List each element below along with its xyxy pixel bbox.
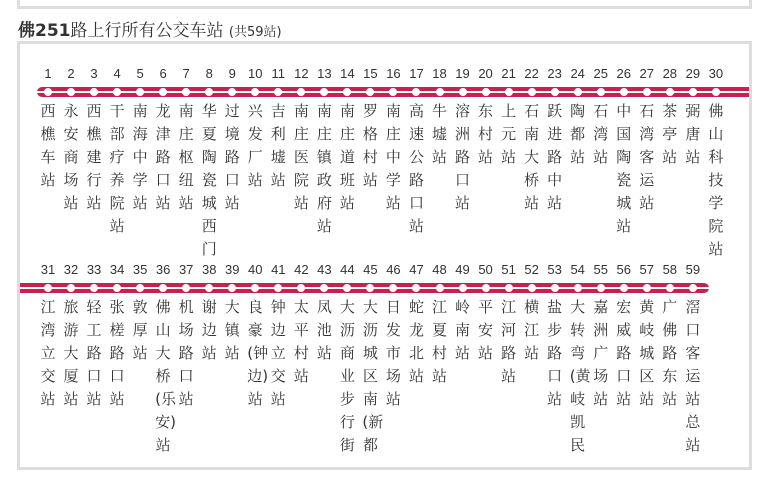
station-item[interactable] [589,65,612,169]
station-item[interactable] [681,65,704,169]
station-number: 58 [662,262,678,277]
station-number: 26 [616,66,631,81]
station-number: 34 [109,262,125,277]
station-name[interactable]: 干部疗养院站 [109,102,125,235]
station-name[interactable]: 江夏村站 [431,298,447,385]
station-name[interactable]: 江湾立交站 [40,298,56,408]
station-name[interactable]: 钟边立交站 [270,298,286,408]
station-name[interactable]: 蛇龙北站 [408,298,424,385]
station-name[interactable]: 横江站 [524,298,540,362]
station-number: 13 [317,66,332,81]
station-number: 52 [524,262,539,277]
station-name[interactable]: 陶都站 [570,102,586,166]
station-number: 5 [136,66,144,81]
station-item[interactable] [497,65,520,169]
station-number: 29 [685,66,701,81]
station-item[interactable] [428,261,451,388]
station-number: 24 [570,66,585,81]
station-item[interactable] [106,261,129,411]
station-number: 14 [340,66,355,81]
station-number: 53 [547,262,562,277]
station-item[interactable] [451,261,474,365]
station-item[interactable] [681,261,704,457]
station-name[interactable]: 高速公路口站 [408,102,424,235]
station-name[interactable]: 弼唐站 [685,102,701,166]
station-number: 40 [248,262,263,277]
station-item[interactable] [589,261,612,411]
station-item[interactable] [175,261,198,411]
station-number: 41 [271,262,286,277]
station-number: 42 [294,262,309,277]
station-name[interactable]: 跃进路中站 [547,102,563,212]
station-item[interactable] [704,65,727,261]
station-item[interactable] [382,261,405,411]
station-number: 18 [432,66,447,81]
station-name[interactable]: 中国陶瓷城站 [616,102,632,235]
station-item[interactable] [221,65,244,215]
station-name[interactable]: 谢边站 [201,298,217,362]
station-number: 7 [182,66,190,81]
station-item[interactable] [543,65,566,215]
station-number: 36 [155,262,171,277]
station-name[interactable]: 张槎路口站 [109,298,125,408]
station-number: 21 [501,66,516,81]
station-item[interactable] [83,65,106,215]
station-item[interactable] [635,261,658,411]
station-number: 39 [225,262,240,277]
station-item[interactable] [129,261,152,365]
station-number: 1 [44,66,52,81]
station-number: 38 [201,262,217,277]
station-item[interactable] [37,65,60,192]
station-name[interactable]: 轻工路口站 [86,298,102,408]
station-item[interactable] [313,261,336,365]
station-name[interactable]: 南庄道班站 [339,102,355,212]
station-item[interactable] [566,261,589,457]
station-item[interactable] [129,65,152,215]
station-item[interactable] [152,261,175,457]
station-item[interactable] [658,261,681,411]
station-item[interactable] [336,261,359,457]
station-item[interactable] [37,261,60,411]
station-item[interactable] [359,65,382,192]
station-number: 16 [386,66,401,81]
station-number: 43 [317,262,332,277]
station-list-panel [17,41,752,470]
page-title [18,16,282,41]
route-number: 佛251 [18,21,71,41]
station-number: 12 [294,66,309,81]
station-number: 10 [248,66,263,81]
station-number: 11 [271,66,286,81]
station-item[interactable] [60,65,83,215]
station-name[interactable]: 黄岐城区站 [639,298,655,408]
station-number: 47 [409,262,424,277]
station-item[interactable] [474,261,497,365]
station-number: 37 [178,262,194,277]
station-name[interactable]: 溶洲路口站 [455,102,471,212]
station-name[interactable]: 凤池站 [316,298,332,362]
station-item[interactable] [221,261,244,365]
station-number: 44 [340,262,355,277]
station-item[interactable] [313,65,336,238]
station-item[interactable] [152,65,175,215]
station-number: 49 [455,262,470,277]
station-item[interactable] [474,65,497,169]
station-name[interactable]: 机场路口站 [178,298,194,408]
station-number: 3 [90,66,98,81]
station-item[interactable] [359,261,382,457]
station-item[interactable] [428,65,451,169]
station-name[interactable]: 江河路站 [501,298,517,385]
station-number: 9 [228,66,236,81]
station-name[interactable]: 石湾站 [593,102,609,166]
station-number: 23 [547,66,562,81]
station-item[interactable] [405,261,428,388]
station-name[interactable]: 滘口客运站总站 [685,298,701,454]
station-number: 45 [363,262,378,277]
station-number: 48 [432,262,447,277]
station-number: 19 [455,66,470,81]
station-name[interactable]: 过境路口站 [224,102,240,212]
station-number: 2 [67,66,75,81]
station-name[interactable]: 佛山科技学院站 [708,102,724,258]
station-item[interactable] [60,261,83,411]
station-name[interactable]: 东村站 [478,102,494,166]
station-item[interactable] [497,261,520,388]
station-name[interactable]: 大镇站 [224,298,240,362]
station-name[interactable]: 宏威路口站 [616,298,632,408]
station-item[interactable] [290,261,313,388]
station-name[interactable]: 南庄医院站 [293,102,309,212]
station-number: 28 [662,66,678,81]
station-name[interactable]: 大沥城区南(新都 [362,298,384,454]
station-number: 15 [363,66,378,81]
station-name[interactable]: 大沥商业步行街 [339,298,355,454]
station-item[interactable] [198,65,221,261]
station-name[interactable]: 石南大桥站 [524,102,540,212]
station-item[interactable] [382,65,405,215]
station-name[interactable]: 罗格村站 [362,102,378,189]
station-number: 25 [593,66,608,81]
station-name[interactable]: 西樵建行站 [86,102,102,212]
station-name[interactable]: 日发市场站 [385,298,401,408]
station-item[interactable] [612,261,635,411]
station-name[interactable]: 佛山大桥(乐安)站 [155,298,176,454]
station-number: 46 [386,262,401,277]
station-number: 30 [708,66,724,81]
station-item[interactable] [658,65,681,169]
station-name[interactable]: 岭南站 [455,298,471,362]
station-number: 6 [159,66,167,81]
station-item[interactable] [267,261,290,411]
station-item[interactable] [175,65,198,215]
station-count: (共59站) [228,25,282,40]
station-name[interactable]: 良豪(钟边)站 [247,298,269,408]
station-item[interactable] [451,65,474,215]
station-item[interactable] [405,65,428,238]
station-number: 20 [478,66,493,81]
station-number: 57 [639,262,654,277]
station-name[interactable]: 敦厚站 [132,298,148,362]
station-name[interactable]: 上元站 [501,102,517,166]
station-name[interactable]: 大转弯(黄岐凯民 [569,298,591,454]
station-item[interactable] [520,261,543,365]
station-name[interactable]: 平安站 [478,298,494,362]
station-name[interactable]: 华夏陶瓷城西门 [201,102,217,258]
station-item[interactable] [612,65,635,238]
station-number: 22 [524,66,539,81]
station-item[interactable] [635,65,658,215]
station-item[interactable] [83,261,106,411]
station-number: 59 [685,262,701,277]
station-name[interactable]: 南庄中学站 [385,102,401,212]
station-name[interactable]: 南庄枢纽站 [178,102,194,212]
station-item[interactable] [244,65,267,192]
station-name[interactable]: 盐步路口站 [547,298,563,408]
station-number: 56 [616,262,631,277]
station-number: 8 [205,66,213,81]
station-name[interactable]: 牛墟站 [431,102,447,166]
station-item[interactable] [336,65,359,215]
station-name[interactable]: 广佛路东站 [662,298,678,408]
station-name[interactable]: 兴发厂站 [247,102,263,189]
station-item[interactable] [244,261,267,411]
station-item[interactable] [198,261,221,365]
station-number: 54 [570,262,585,277]
station-name[interactable]: 太平村站 [293,298,309,385]
station-number: 4 [113,66,121,81]
station-name[interactable]: 吉利墟站 [270,102,286,189]
station-number: 17 [409,66,424,81]
station-number: 51 [501,262,516,277]
station-name[interactable]: 龙津路口站 [155,102,171,212]
station-number: 27 [639,66,654,81]
station-item[interactable] [520,65,543,215]
station-number: 55 [593,262,608,277]
station-item[interactable] [106,65,129,238]
station-number: 32 [63,262,79,277]
station-name[interactable]: 嘉洲广场站 [593,298,609,408]
station-name[interactable]: 永安商场站 [63,102,79,212]
station-name[interactable]: 茶亭站 [662,102,678,166]
previous-panel [17,0,752,9]
station-number: 50 [478,262,493,277]
title-text: 路上行所有公交车站 [70,21,224,41]
station-name[interactable]: 西樵车站 [40,102,56,189]
station-name[interactable]: 南庄镇政府站 [316,102,332,235]
station-item[interactable] [543,261,566,411]
station-number: 35 [132,262,148,277]
station-name[interactable]: 南海中学站 [132,102,148,212]
station-number: 33 [86,262,102,277]
station-item[interactable] [566,65,589,169]
station-item[interactable] [290,65,313,215]
station-name[interactable]: 石湾客运站 [639,102,655,212]
station-item[interactable] [267,65,290,192]
station-number: 31 [40,262,56,277]
station-name[interactable]: 旅游大厦站 [63,298,79,408]
